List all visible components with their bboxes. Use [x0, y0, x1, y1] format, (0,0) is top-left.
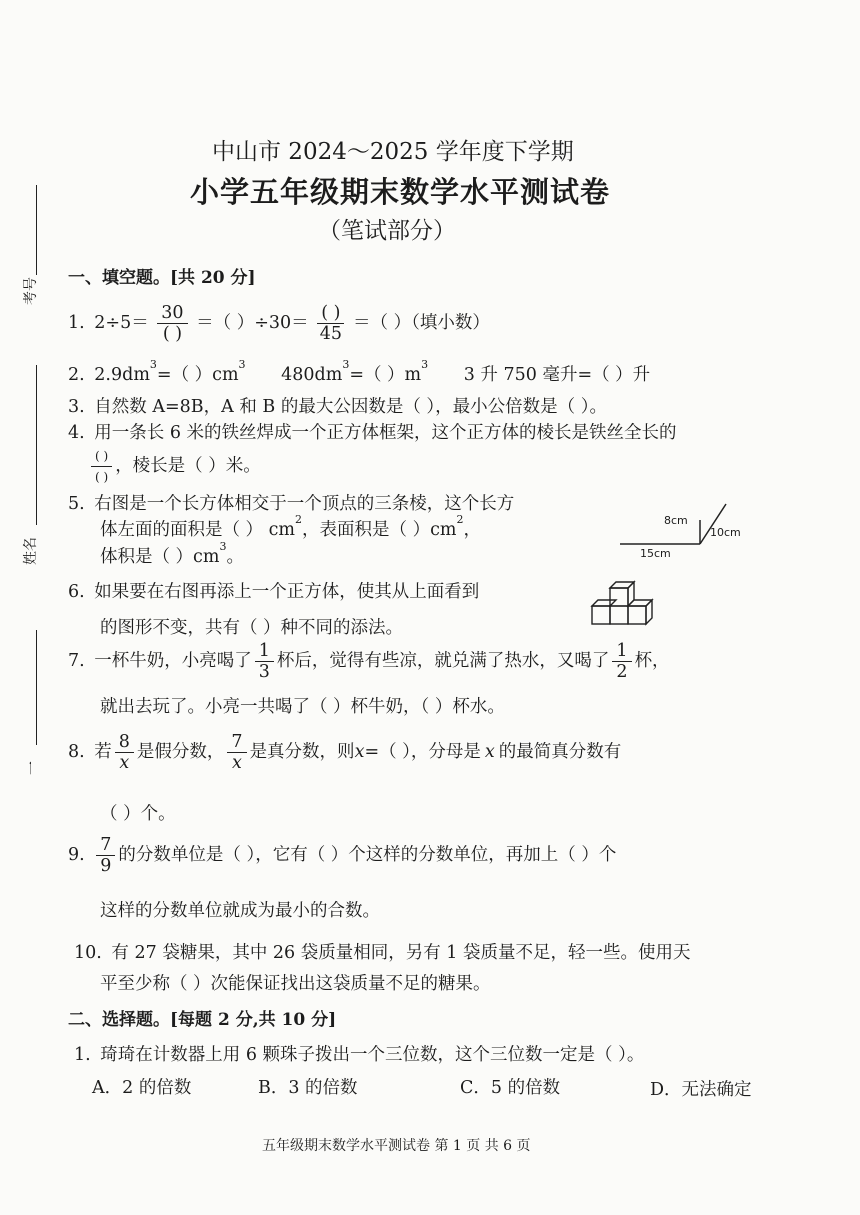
side-label-kaohao: 考号	[23, 277, 39, 305]
question-number: 2.	[68, 365, 85, 385]
question-8-line2: （ ）个。	[100, 804, 176, 824]
exponent-2: 2	[295, 513, 303, 526]
question-number: 6.	[68, 582, 85, 602]
question-2	[68, 358, 651, 386]
q7-text-a: 一杯牛奶，小亮喝了	[94, 651, 252, 671]
exponent: 3	[219, 540, 227, 553]
q9-fraction: $\frac{7}{9}$	[96, 835, 115, 876]
q5-left-area: 体左面的面积是（ ） cm	[100, 520, 296, 540]
exam-header-line1: 中山市 2024～2025 学年度下学期	[212, 139, 574, 165]
exponent: 3	[342, 358, 350, 371]
exponent: 3	[421, 358, 429, 371]
side-line-kaohao	[36, 185, 37, 275]
q2-part-a: 2.9dm	[94, 365, 150, 385]
section-fill-blank-title: 一、填空题。[共 20 分]	[68, 268, 256, 288]
cube-face	[592, 606, 610, 624]
question-4	[68, 419, 677, 444]
q4-fraction-blank: $\frac{( )}{( )}$	[91, 446, 112, 487]
question-number: 5.	[68, 494, 85, 514]
side-line-xingming	[36, 365, 37, 525]
q4-line1: 用一条长 6 米的铁丝焊成一个正方体框架，这个正方体的棱长是铁丝全长的	[94, 423, 677, 443]
question-9	[68, 835, 616, 876]
q10-line1: 有 27 袋糖果，其中 26 袋质量相同，另有 1 袋质量不足，轻一些。使用天	[111, 943, 691, 963]
cube-top	[592, 600, 616, 606]
cube-face	[628, 606, 646, 624]
exponent: 3	[238, 358, 246, 371]
question-8	[68, 732, 621, 773]
question-5-line2	[100, 513, 481, 541]
question-6	[68, 578, 479, 603]
question-5-line3	[100, 540, 244, 568]
question-number: 3.	[68, 397, 85, 417]
question-number: 1.	[74, 1045, 91, 1065]
q2-part-a2: =（ ）cm	[156, 365, 239, 385]
q7-text-b: 杯后，觉得有些凉，就兑满了热水，又喝了	[276, 651, 610, 671]
question-number: 7.	[68, 651, 85, 671]
q8-fraction-2: $\frac{7}{x}$	[227, 732, 246, 773]
question-7	[68, 641, 670, 682]
q7-fraction-1: $\frac{1}{3}$	[255, 641, 274, 682]
cubes-figure	[588, 580, 658, 632]
q1-text-c: ＝（ ）（填小数）	[353, 313, 490, 333]
choice-option-c: C．5 的倍数	[460, 1078, 561, 1098]
side-line-bottom	[36, 630, 37, 745]
page-footer: 五年级期末数学水平测试卷 第 1 页 共 6 页	[262, 1138, 531, 1154]
q1-text-a: 2÷5＝	[94, 313, 149, 333]
dim-label-width: 15cm	[640, 547, 671, 560]
q7-text-c: 杯，	[634, 651, 670, 671]
q1-text-b: ＝（ ）÷30＝	[196, 313, 309, 333]
side-mark: 一	[25, 761, 41, 775]
side-label-xingming: 姓名	[23, 537, 39, 565]
question-number: 10.	[74, 943, 102, 963]
question-1	[68, 303, 490, 344]
exponent: 3	[149, 358, 157, 371]
q8-text-c: 是真分数，则	[249, 742, 355, 762]
question-3	[68, 393, 607, 418]
q2-part-b2: =（ ）m	[349, 365, 422, 385]
question-number: 9.	[68, 845, 85, 865]
question-7-line2: 就出去玩了。小亮一共喝了（ ）杯牛奶，（ ）杯水。	[100, 697, 505, 717]
q2-part-c: 3 升 750 毫升=（ ）升	[463, 365, 651, 385]
section-choice-title: 二、选择题。[每题 2 分,共 10 分]	[68, 1010, 337, 1030]
q8-text-b: 是假分数，	[136, 742, 225, 762]
cuboid-edges-figure	[612, 498, 772, 568]
q5-volume: 体积是（ ）cm	[100, 547, 220, 567]
variable-x: x	[354, 742, 365, 762]
q2-part-b: 480dm	[281, 365, 343, 385]
q4-line2: ，棱长是（ ）米。	[115, 456, 261, 476]
question-number: 8.	[68, 742, 85, 762]
question-4-line2	[88, 446, 261, 487]
q8-text-e: 的最简真分数有	[498, 742, 622, 762]
question-10-line2: 平至少称（ ）次能保证找出这袋质量不足的糖果。	[100, 974, 491, 994]
question-10	[74, 939, 690, 964]
choice-option-b: B．3 的倍数	[258, 1078, 358, 1098]
choice-question-1	[74, 1041, 644, 1066]
c1-text: 琦琦在计数器上用 6 颗珠子拨出一个三位数，这个三位数一定是（ ）。	[100, 1045, 645, 1065]
cube-face	[610, 606, 628, 624]
question-6-line2: 的图形不变，共有（ ）种不同的添法。	[100, 618, 404, 638]
variable-x: x	[484, 742, 495, 762]
choice-option-d: D．无法确定	[650, 1080, 752, 1100]
cube-side	[628, 582, 634, 606]
q8-fraction-1: $\frac{8}{x}$	[115, 732, 134, 773]
q5-line1: 右图是一个长方体相交于一个顶点的三条棱，这个长方	[94, 494, 515, 514]
exponent-2: 2	[456, 513, 464, 526]
exam-subtitle: （笔试部分）	[318, 218, 456, 244]
q8-text-d: =（ ），分母是	[364, 742, 481, 762]
dim-label-height: 8cm	[664, 514, 688, 527]
choice-option-a: A．2 的倍数	[92, 1078, 192, 1098]
q7-fraction-2: $\frac{1}{2}$	[612, 641, 631, 682]
q6-line1: 如果要在右图再添上一个正方体，使其从上面看到	[94, 582, 480, 602]
question-number: 1.	[68, 313, 85, 333]
question-number: 4.	[68, 423, 85, 443]
q1-fraction-1: $\frac{30}{( )}$	[157, 303, 187, 344]
q9-text-a: 的分数单位是（ ），它有（ ）个这样的分数单位，再加上（ ）个	[118, 845, 617, 865]
cube-side	[646, 600, 652, 624]
q5-surface-area: ，表面积是（ ）cm	[302, 520, 457, 540]
q5-period: 。	[226, 547, 244, 567]
q5-comma: ，	[463, 520, 481, 540]
question-5	[68, 490, 514, 515]
q1-fraction-2: $\frac{( )}{45}$	[317, 303, 344, 344]
question-9-line2: 这样的分数单位就成为最小的合数。	[100, 901, 380, 921]
q3-text: 自然数 A=8B，A 和 B 的最大公因数是（ ），最小公倍数是（ ）。	[94, 397, 607, 417]
exam-title: 小学五年级期末数学水平测试卷	[190, 175, 611, 209]
dim-label-depth: 10cm	[710, 526, 741, 539]
q8-text-a: 若	[94, 742, 112, 762]
